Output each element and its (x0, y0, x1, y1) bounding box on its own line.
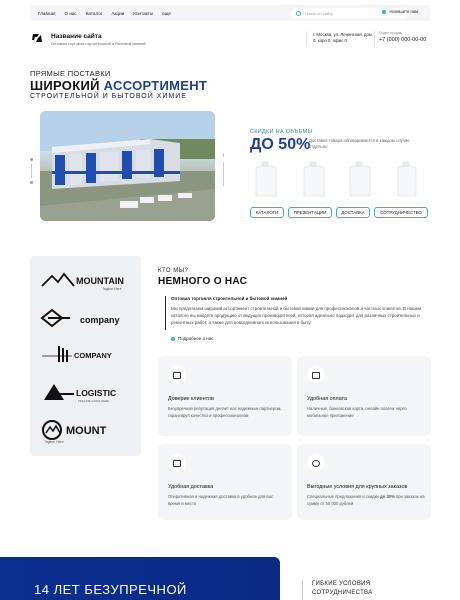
card-text-part: Специальные предложения и скидки (307, 494, 380, 499)
flexible-conditions-line2: СОТРУДНИЧЕСТВА (312, 590, 373, 596)
nav-link-promos[interactable]: Акции (111, 10, 125, 16)
partner-name: MOUNTAIN (76, 276, 124, 286)
partner-logo-mount (40, 418, 132, 444)
flexible-conditions (312, 580, 372, 598)
card-title: Выгодные условия для крупных заказов (307, 484, 408, 490)
search-placeholder: Поиск по сайту (305, 10, 334, 16)
card-text: Безупречная репутация делает нас надежным партнером, гарантируя качество и профессионализм (168, 406, 282, 418)
nav-links (38, 11, 171, 16)
partner-logo-mountain (40, 268, 132, 294)
slider-up-icon[interactable]: ↑ (222, 153, 225, 159)
sale-label: СКИДКИ НА ОБЪЕМЫ (250, 129, 313, 135)
feature-card-payment (297, 356, 431, 436)
bullet-icon (171, 337, 175, 341)
partner-logo-company-2 (40, 342, 132, 368)
feature-card-delivery (158, 444, 292, 520)
address-text: г. Москва, ул. Ленинская, дом 0, корп 0, офис 0 (313, 32, 372, 43)
about-accent-bar (165, 296, 166, 330)
partner-name: MOUNT (66, 425, 107, 437)
card-text-highlight: до 30% (379, 494, 395, 499)
pill-catalogs[interactable]: КАТАЛОГИ (250, 207, 284, 218)
partner-logo-logistic (40, 380, 132, 406)
certificate-icon (168, 366, 186, 384)
hero-subtitle: СТРОИТЕЛЬНОЙ И БЫТОВОЙ ХИМИЕ (30, 93, 187, 100)
sale-percent: ДО 50% (250, 136, 311, 153)
partner-tagline: Tagline Here (44, 440, 64, 444)
mountain-logo-icon (40, 268, 132, 294)
site-logo[interactable] (31, 33, 43, 43)
header-divider (306, 31, 307, 47)
phone-number[interactable]: +7 (000) 000-00-00 (379, 37, 427, 43)
product-bottles-image (250, 160, 430, 198)
partner-name: COMPANY (74, 351, 112, 360)
hero-title (30, 78, 207, 93)
partner-tagline: Tagline Here (102, 287, 122, 291)
nav-link-contacts[interactable]: Контакты (133, 10, 154, 16)
card-text (307, 494, 427, 507)
site-description: Оптовая торговля строительной и бытовой химией (51, 41, 146, 46)
pill-presentations[interactable]: ПРЕЗЕНТАЦИИ (288, 207, 332, 218)
flexible-conditions-line1: ГИБКИЕ УСЛОВИЯ (312, 581, 371, 587)
about-more-label: Подробнее о нас (178, 336, 214, 341)
card-text: Наличные, банковская карта, онлайн платеж через мобильное приложение (307, 406, 407, 418)
write-us-label: Напишите нам (389, 9, 418, 14)
company-logo-icon (40, 306, 132, 332)
hero-pill-group (250, 207, 428, 218)
slider-track (223, 162, 224, 186)
wallet-icon (307, 366, 325, 384)
about-text: Мы предлагаем широкий ассортимент строительной и бытовой химии для профессионалов и частных клиентов. В нашем каталоге вы найдете продукцию от ведущих производителей, которая идеально подходит для различных строительных и ремонтных работ, а также для повседневного использования в быту. (171, 306, 422, 325)
partner-tagline: TAGLINE GOES HERE (78, 399, 110, 403)
company-2-logo-icon (40, 342, 132, 368)
card-text: Оперативная и надежная доставка в удобное для вас время и место (168, 494, 273, 506)
card-title: Доверие клиентов (168, 396, 214, 402)
warehouse-image (40, 111, 215, 221)
card-title: Удобная доставка (168, 484, 214, 490)
banner-divider (302, 580, 303, 600)
about-lead: Оптовая торговля строительной и бытовой химией (171, 296, 288, 301)
hero-eyebrow: ПРЯМЫЕ ПОСТАВКИ (30, 69, 111, 78)
card-text-part: при заказах на сумму от 50 000 рублей (307, 494, 425, 506)
banner-text: 14 ЛЕТ БЕЗУПРЕЧНОЙ (34, 582, 187, 597)
delivery-truck-icon (168, 454, 186, 472)
partner-name: LOGISTIC (76, 388, 117, 398)
hero-title-plain: ШИРОКИЙ (30, 78, 104, 93)
nav-link-home[interactable]: Главная (38, 10, 56, 16)
mount-logo-icon (40, 418, 132, 444)
slider-dot[interactable] (30, 181, 33, 184)
sale-description: Доставка товара обговаривается в каждом случае отдельно (309, 138, 410, 149)
site-name: Название сайта (51, 33, 102, 40)
header-divider (374, 31, 375, 47)
phone-caption: Отдел продаж (379, 31, 403, 35)
nav-link-more[interactable]: еще (162, 10, 171, 16)
hero-title-accent: АССОРТИМЕНТ (103, 78, 208, 93)
warehouse-illustration (40, 111, 215, 221)
pill-cooperation[interactable]: СОТРУДНИЧЕСТВО (374, 207, 428, 218)
logistic-logo-icon (40, 380, 132, 406)
nav-link-catalog[interactable]: Каталог (85, 10, 103, 16)
slider-track (31, 164, 32, 178)
feature-card-bulk (297, 444, 431, 520)
about-eyebrow: КТО МЫ? (158, 268, 189, 274)
nav-link-about[interactable]: О нас (64, 10, 77, 16)
partner-name: company (80, 315, 120, 325)
chat-icon (382, 10, 386, 14)
search-icon (296, 11, 301, 16)
partner-logo-company (40, 306, 132, 332)
percent-icon (307, 454, 325, 472)
about-more-link[interactable] (171, 336, 214, 341)
partner-logos-panel (30, 256, 141, 456)
feature-card-trust (158, 356, 292, 436)
write-us-button[interactable] (382, 9, 418, 14)
pill-delivery[interactable]: ДОСТАВКА (336, 207, 370, 218)
card-title: Удобная оплата (307, 396, 347, 402)
slider-dot[interactable] (30, 158, 33, 161)
top-nav-bar (30, 5, 430, 21)
about-title: НЕМНОГО О НАС (158, 276, 248, 287)
